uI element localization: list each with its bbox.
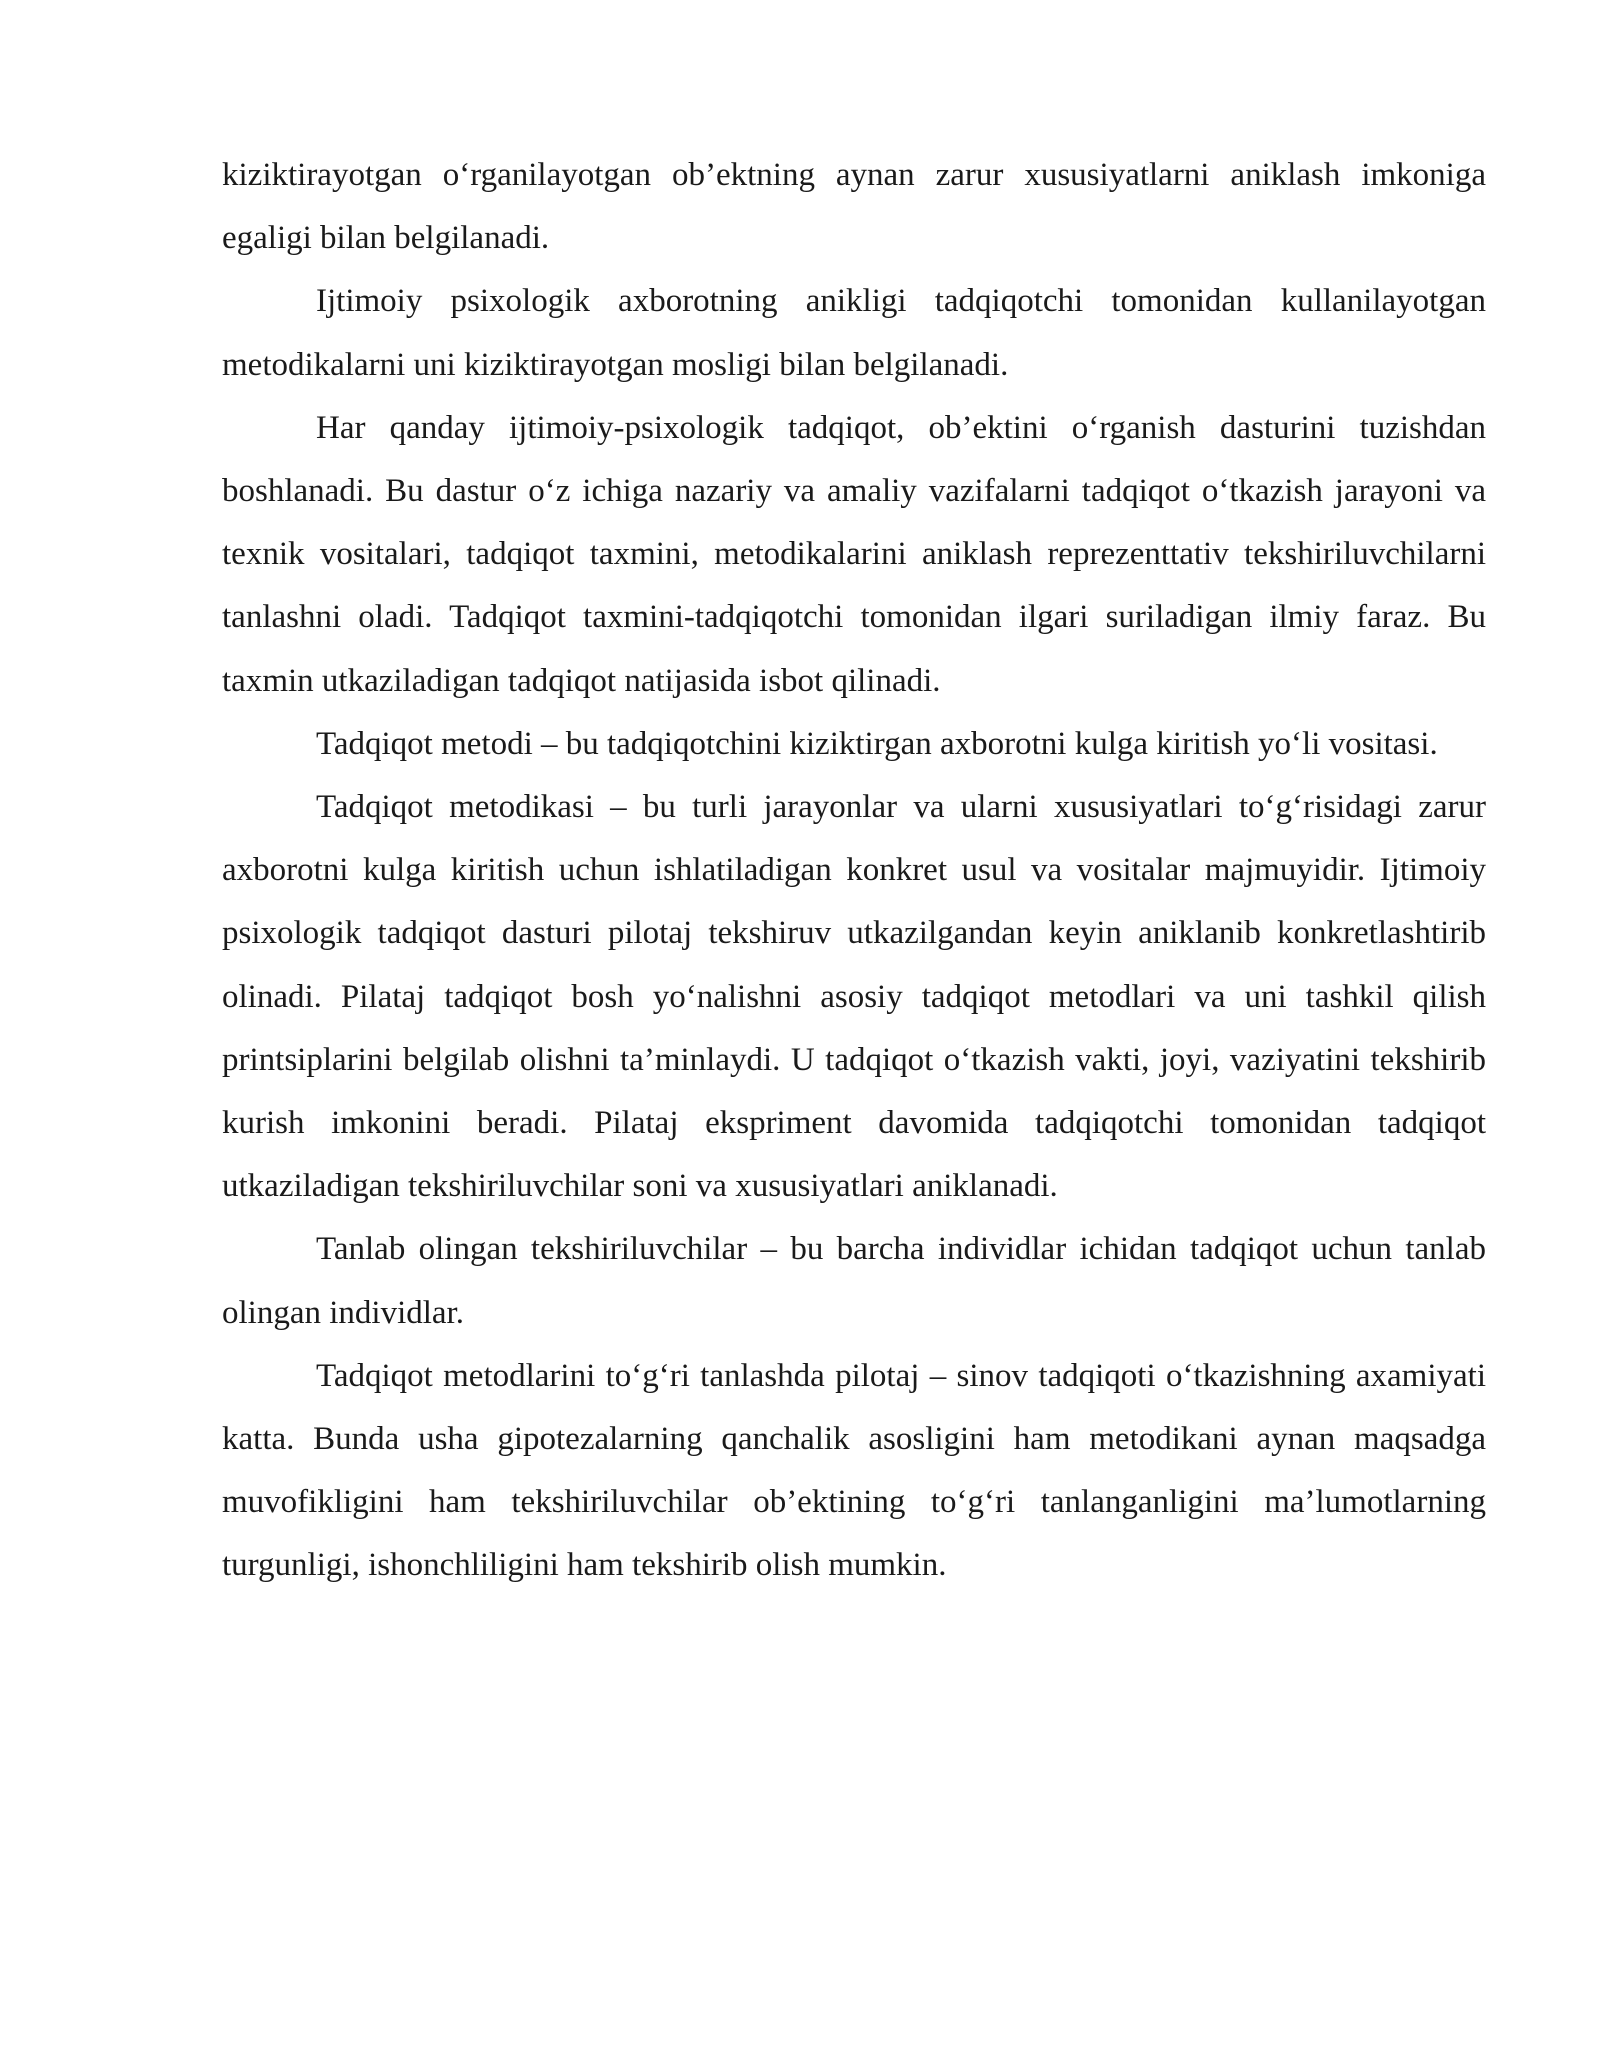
paragraph-research-methodology: Tadqiqot metodikasi – bu turli jarayonlar va ularni xususiyatlari to‘g‘risidagi zarur axborotni kulga kiritish uchun ishlatiladigan konkret usul va vositalar majmuyidir. Ijtimoiy psixologik tadqiqot dasturi pilotaj tekshiruv utkazilgandan keyin aniklanib konkretlashtirib olinadi. Pilataj tadqiqot bosh yo‘nalishni asosiy tadqiqot metodlari va uni tashkil qilish printsiplarini belgilab olishni ta’minlaydi. U tadqiqot o‘tkazish vakti, joyi, vaziyatini tekshirib kurish imkonini beradi. Pilataj ekspriment davomida tadqiqotchi tomonidan tadqiqot utkaziladigan tekshiriluvchilar soni va xususiyatlari aniklanadi.	[222, 789, 1486, 1205]
paragraph-selected-subjects: Tanlab olingan tekshiriluvchilar – bu barcha individlar ichidan tadqiqot uchun tanlab olingan individlar.	[222, 1231, 1486, 1331]
paragraph-research-program: Har qanday ijtimoiy-psixologik tadqiqot, ob’ektini o‘rganish dasturini tuzishdan boshlanadi. Bu dastur o‘z ichiga nazariy va amaliy vazifalarni tadqiqot o‘tkazish jarayoni va texnik vositalari, tadqiqot taxmini, metodikalarini aniklash reprezenttativ tekshiriluvchilarni tanlashni oladi. Tadqiqot taxmini-tadqiqotchi tomonidan ilgari suriladigan ilmiy faraz. Bu taxmin utkaziladigan tadqiqot natijasida isbot qilinadi.	[222, 409, 1486, 699]
paragraph-pilot-study: Tadqiqot metodlarini to‘g‘ri tanlashda pilotaj – sinov tadqiqoti o‘tkazishning axamiyati katta. Bunda usha gipotezalarning qanchalik asosligini ham metodikani aynan maqsadga muvofikligini ham tekshiriluvchilar ob’ektining to‘g‘ri tanlanganligini ma’lumotlarning turgunligi, ishonchliligini ham tekshirib olish mumkin.	[222, 1357, 1486, 1584]
document-body	[222, 144, 1486, 1598]
paragraph-continuation: kiziktirayotgan o‘rganilayotgan ob’ektning aynan zarur xususiyatlarni aniklash imkoniga egaligi bilan belgilanadi.	[222, 157, 1486, 257]
paragraph-research-method: Tadqiqot metodi – bu tadqiqotchini kiziktirgan axborotni kulga kiritish yo‘li vositasi.	[316, 725, 1438, 762]
paragraph-information-accuracy: Ijtimoiy psixologik axborotning anikligi tadqiqotchi tomonidan kullanilayotgan metodikalarni uni kiziktirayotgan mosligi bilan belgilanadi.	[222, 283, 1486, 383]
